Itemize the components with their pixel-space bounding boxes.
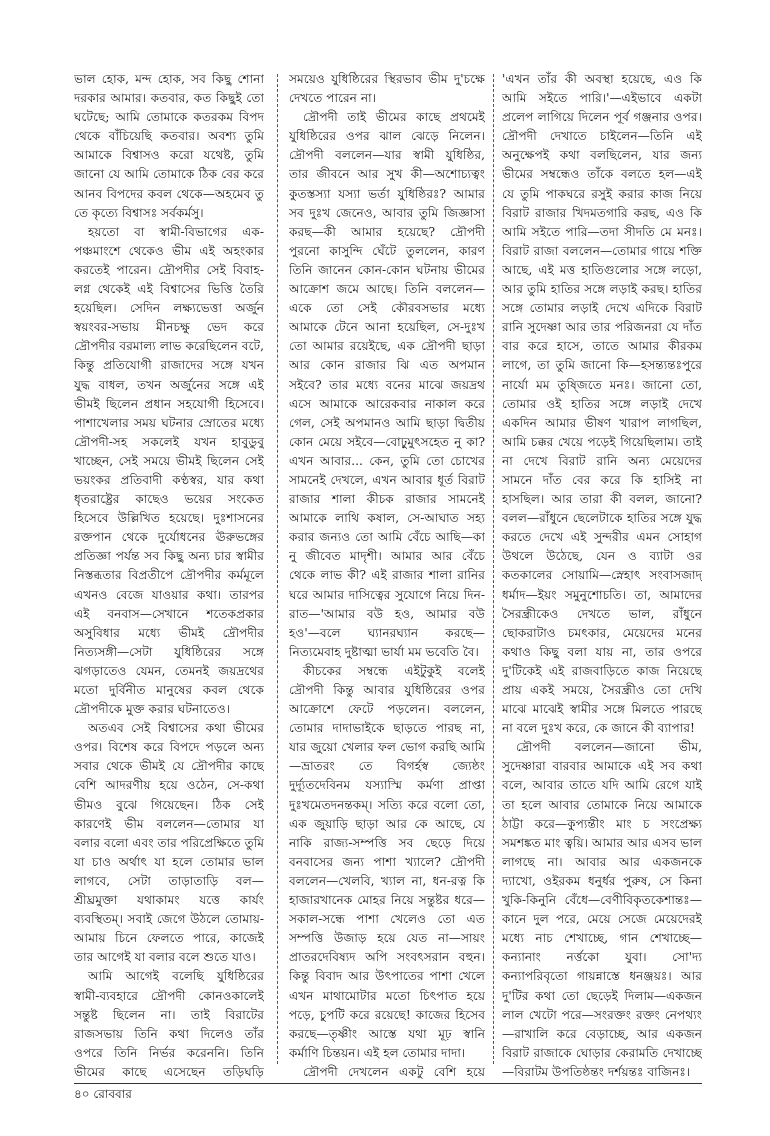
paragraph: দ্রৌপদী তাই ভীমের কাছে প্রথমেই যুধিষ্ঠিরের ওপর ঝাল ঝেড়ে নিলেন। দ্রৌপদী বললেন—যার স্বামী যুধিষ্ঠির, তার জীবনে আর সুখ কী—অশোচ্যত্বং কুতস্তস্যা যস্যা ভর্তা যুধিষ্ঠিরঃ? আমার সব দুঃখ জেনেও, আবার তুমি জিজ্ঞাসা করছ—কী আমার হয়েছে? দ্রৌপদী পুরনো কাসুন্দি ঘেঁটে তুললেন, কারণ তিনি জানেন কোন-কোন ঘটনায় ভীমের আক্রোশ জমে আছে। তিনি বললেন—একে তো সেই কৌরবসভার মধ্যে আমাকে টেনে আনা হয়েছিল, সে-দুঃখ তো আমার রয়েইছে, এক দ্রৌপদী ছাড়া আর কোন রাজার ঝি এত অপমান সইবে? তার মধ্যে বনের মাঝে জয়দ্রথ এসে আমাকে আরেকবার নাকাল করে গেল, সেই অপমানও আমি ছাড়া দ্বিতীয় কোন মেয়ে সইবে—বোঢ়ুমুৎসহেত নু কা? এখন আবার... কেন, তুমি তো চোখের সামনেই দেখলে, এখন আবার ধূর্ত বিরাট রাজার শালা কীচক রাজার সামনেই আমাকে লাথি কষাল, সে-আঘাত সহ্য করার জন্যও তো আমি বেঁচে আছি—কা নু জীবেত মাদৃশী। আমার আর বেঁচে থেকে লাভ কী? এই রাজার শালা রানির ঘরে আমার দাসিত্বের সুযোগে নিয়ে দিন-রাত—'আমার বউ হও, আমার বউ হও'—বলে ঘ্যানরঘ্যান করছে—নিত্যমেবাহ দুষ্টাত্মা ভার্যা মম ভবেতি বৈ। bbox=[289, 110, 485, 659]
paragraph: কীচকের সম্বন্ধে এইটুকুই বলেই দ্রৌপদী কিন্তু আবার যুধিষ্ঠিরের ওপর আক্রোশে ফেটে পড়লেন। বললেন, তোমার দাদাভাইকে ছাড়তে পারছ না, যার জুয়ো খেলার ফল ভোগ করছি আমি—ভ্রাতরং তে বিগর্হস্ব জ্যেষ্ঠং দুর্দ্যূতদেবিনম যস্যাস্মি কর্মণা প্রাপ্তা দুঃখমেতদনন্তকম্। সত্যি করে বলো তো, এক জুয়াড়ি ছাড়া আর কে আছে, যে নাকি রাজ্য-সম্পত্তি সব ছেড়ে দিয়ে বনবাসের জন্য পাশা খ্যালে? দ্রৌপদী বললেন—খেলবি, খ্যাল না, ধন-রত্ন কি হাজারখানেক মোহর নিয়ে সন্তুষ্টর ধরে—সকাল-সন্ধে পাশা খেলেও তো এত সম্পত্তি উজাড় হয়ে যেত না—সায়ং প্রাতরদেবিষ্যদ অপি সংবৎসরান বহুন। কিন্তু বিবাদ আর উৎপাতের পাশা খেলে এখন মাথামোটার মতো চিৎপাত হয়ে পড়ে, চুপটি করে রয়েছে! কাজের হিসেব করছে—তৃষ্ণীং আস্তে যথা মূঢ় স্বানি কর্মাণি চিন্তয়ন। এই হল তোমার দাদা। bbox=[289, 663, 485, 1060]
text-column-2 bbox=[289, 70, 485, 1080]
paragraph: দ্রৌপদী দেখলেন একটু বেশি হয়ে bbox=[303, 1064, 485, 1079]
paragraph: হয়তো বা স্বামী-বিভাগের এক-পঞ্চমাংশে থেকেও ভীম এই অহংকার করতেই পারেন। দ্রৌপদীর সেই বিবাহ-লগ্ন থেকেই এই বিশ্বাসের ভিত্তি তৈরি হয়েছিল। সেদিন লক্ষ্যভেত্তা অর্জুন স্বয়ংবর-সভায় মীনচক্ষু ভেদ করে দ্রৌপদীর বরমাল্য লাভ করেছিলেন বটে, কিন্তু প্রতিযোগী রাজাদের সঙ্গে যখন যুদ্ধ বাধল, তখন অর্জুনের সঙ্গে এই ভীমই ছিলেন প্রধান সহযোগী হিসেবে। পাশাখেলার সময় ঘটনার স্রোতের মধ্যে দ্রৌপদী-সহ সকলেই যখন হাবুডুবু খাচ্ছেন, সেই সময়ে ভীমই ছিলেন সেই ভয়ংকর প্রতিবাদী কণ্ঠস্বর, যার কথা ধৃতরাষ্ট্রের কাছেও ভয়ের সংকেত হিসেবে উল্লিখিত হয়েছে। দুঃশাসনের রক্তপান থেকে দুর্যোধনের ঊরুভঙ্গের প্রতিজ্ঞা পর্যন্ত সব কিছু অন্য চার স্বামীর নিস্তব্ধতার বিপ্রতীপে দ্রৌপদীর কর্মমূলে এখনও বেজে যাওয়ার কথা। তারপর এই বনবাস—সেখানে শতেকপ্রকার অসুবিধার মধ্যে ভীমই দ্রৌপদীর নিত্যসঙ্গী—সেটা যুধিষ্ঠিরের সঙ্গে ঝগড়াতেও যেমন, তেমনই জয়দ্রথের মতো দুর্বিনীত মানুষের কবল থেকে দ্রৌপদীকে মুক্ত করার ঘটনাতেও। bbox=[74, 224, 264, 717]
text-column-3 bbox=[502, 70, 702, 1080]
column-divider bbox=[277, 74, 278, 1064]
paragraph: অতএব সেই বিশ্বাসের কথা ভীমের ওপর। বিশেষ করে বিপদে পড়লে অন্য সবার থেকে ভীমই যে দ্রৌপদীর কাছে বেশি আদরণীয় হয়ে ওঠেন, সে-কথা ভীমও বুঝে গিয়েছেন। ঠিক সেই কারণেই ভীম বললেন—তোমার যা বলার বলো এবং তার পরিপ্রেক্ষিতে তুমি যা চাও অর্থাৎ যা হলে তোমার ভাল লাগবে, সেটা তাড়াতাড়ি বল—শ্রীঘ্রমুক্তা যথাকামং যত্তে কার্যং ব্যবস্থিতম্। সবাই জেগে উঠলে তোমায়-আমায় চিনে ফেলতে পারে, কাজেই তার আগেই যা বলার বলে শুতে যাও। bbox=[74, 721, 264, 965]
paragraph: ভাল হোক, মন্দ হোক, সব কিছু শোনা দরকার আমার। কতবার, কত কিছুই তো ঘটেছে; আমি তোমাকে কতরকম বিপদ থেকে বাঁচিয়েছি কতবার। অবশ্য তুমি আমাকে বিশ্বাসও করো যথেষ্ট, তুমি জানো যে আমি তোমাকে ঠিক বের করে আনব বিপদের কবল থেকে—অহমেব তু তে কৃত্যে বিশ্বাসঃ সর্বকর্মসু। bbox=[74, 72, 264, 220]
page-folio: ৪০ রোববার bbox=[74, 1087, 132, 1101]
footer-rule bbox=[74, 1083, 702, 1084]
text-column-1 bbox=[74, 70, 264, 1080]
column-divider bbox=[493, 74, 494, 1064]
paragraph: সময়েও যুধিষ্ঠিরের স্থিরভাব ভীম দু'চক্ষে দেখতে পারেন না। bbox=[289, 72, 485, 106]
paragraph: দ্রৌপদী বললেন—জানো ভীম, সুদেষ্ণারা বারবার আমাকে এই সব কথা বলে, আবার তাতে যদি আমি রেগে যাই তা হলে আবার তোমাকে নিয়ে আমাকে ঠাট্টা করে—কুপ্যন্তীং মাং চ সংপ্রেক্ষ্য সমশঙ্কত মাং ত্বয়ি। আমার আর এসব ভাল লাগছে না। আবার আর একজনকে দ্যাখো, ওইরকম ধনুর্ধর পুরুষ, সে কিনা খুকি-কিনুনি বেঁধে—বেণীবিকৃতকেশান্তঃ—কানে দুল পরে, মেয়ে সেজে মেয়েদেরই মধ্যে নাচ শেখাচ্ছে, গান শেখাচ্ছে—কন্যানাং নর্ত্তকো যুবা। সো'দ্য কন্যাপরিবৃতো গায়ন্নাস্তে ধনঞ্জয়ঃ। আর দু'টির কথা তো ছেড়েই দিলাম—একজন লাল খেটো পরে—সংরক্তং রক্তং নেপথ্যং—রাখালি করে বেড়াচ্ছে, আর একজন বিরাট রাজাকে ঘোড়ার কেরামতি দেখাচ্ছে—বিরাটম উপতিষ্ঠন্তং দর্শয়ন্তঃ বাজিনঃ। bbox=[502, 740, 702, 1079]
paragraph: আমি আগেই বলেছি যুধিষ্ঠিরের স্বামী-ব্যবহারে দ্রৌপদী কোনওকালেই সন্তুষ্ট ছিলেন না। তাই বিরাটের রাজসভায় তিনি কথা দিলেও তাঁর ওপরে তিনি নির্ভর করেননি। তিনি ভীমের কাছে এসেছেন তড়িঘড়ি bbox=[74, 969, 264, 1079]
paragraph: 'এখন তাঁর কী অবস্থা হয়েছে, এও কি আমি সইতে পারি।'—এইভাবে একটা প্রলেপ লাগিয়ে দিলেন পূর্ব গঞ্জনার ওপর। দ্রৌপদী দেখাতে চাইলেন—তিনি এই অনুক্ষেপই কথা বলছিলেন, যার জন্য ভীমের সম্বন্ধেও তাঁকে বলতে হল—এই যে তুমি পাকঘরে রসুই করার কাজ নিয়ে বিরাট রাজার খিদমতগারি করছ, এও কি আমি সইতে পারি—তদা সীদতি মে মনঃ। বিরাট রাজা বললেন—তোমার গায়ে শক্তি আছে, এই মত্ত হাতিগুলোর সঙ্গে লড়ো, আর তুমি হাতির সঙ্গে লড়াই করছ। হাতির সঙ্গে তোমার লড়াই দেখে এদিকে বিরাট রানি সুদেষ্ণা আর তার পরিজনরা যে দাঁত বার করে হাসে, তাতে আমার কীরকম লাগে, তা তুমি জানো কি—হসন্ত্যন্তঃপুরে নার্যো মম তুষ্জিতে মনঃ। জানো তো, তোমার ওই হাতির সঙ্গে লড়াই দেখে একদিন আমার ভীষণ খারাপ লাগছিল, আমি চক্কর খেয়ে পড়েই গিয়েছিলাম। তাই না দেখে বিরাট রানি অন্য মেয়েদের সামনে দাঁত বের করে কি হাসিই না হাসছিল। আর তারা কী বলল, জানো? বলল—রাঁধুনে ছেলেটাকে হাতির সঙ্গে যুদ্ধ করতে দেখে এই সুন্দরীর এমন সোহাগ উথলে উঠেছে, যেন ও ব্যাটা ওর কতকালের সোয়ামি—স্নেহাৎ সংবাসজাদ্ ধর্মাদ—ইয়ং সমুনুশোচতি। তা, আমাদের সৈরন্ধ্রীকেও দেখতে ভাল, রাঁধুনে ছোকরাটাও চমৎকার, মেয়েদের মনের কথাও কিছু বলা যায় না, তার ওপরে দু'টিকেই এই রাজবাড়িতে কাজ নিয়েছে প্রায় একই সময়ে, সৈরন্ধ্রীও তো দেখি মাঝে মাঝেই স্বামীর সঙ্গে মিলতে পারছে না বলে দুঃখ করে, কে জানে কী ব্যাপার! bbox=[502, 72, 702, 736]
